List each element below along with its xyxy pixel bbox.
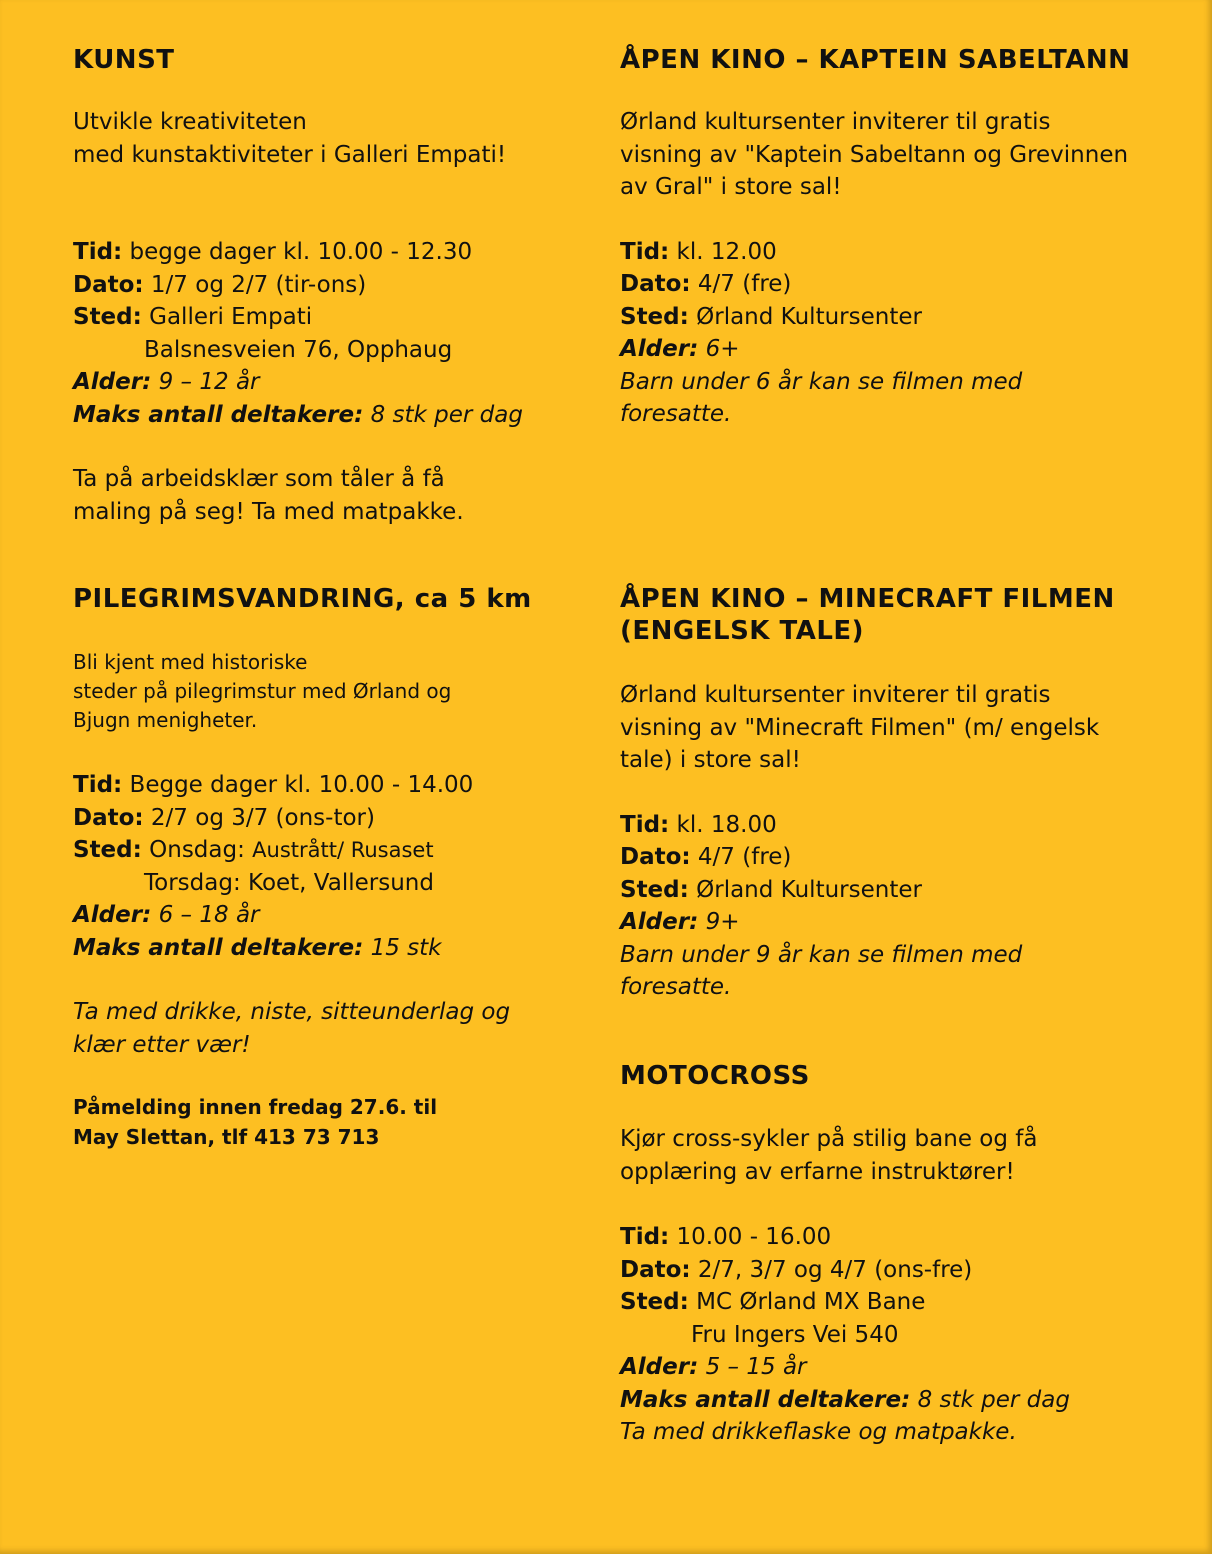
note-text: Ta på arbeidsklær som tåler å få xyxy=(73,466,445,492)
section-kino-minecraft xyxy=(620,583,1180,1004)
note-text: Ta med drikke, niste, sitteunderlag og xyxy=(73,999,511,1025)
time-row: Tid: Begge dager kl. 10.00 - 14.00 xyxy=(73,772,474,798)
intro-text: Utvikle kreativiteten xyxy=(73,109,307,135)
place-row: Sted: Ørland Kultursenter xyxy=(620,876,922,903)
max-participants-row: Maks antall deltakere: 8 stk per dag xyxy=(620,1386,1070,1413)
time-row: Tid: kl. 12.00 xyxy=(620,238,777,265)
intro-text: Bjugn menigheter. xyxy=(73,708,258,732)
section-pilegrimsvandring xyxy=(73,583,553,1152)
age-row: Alder: 5 – 15 år xyxy=(620,1354,807,1380)
note-text: foresatte. xyxy=(620,974,732,1000)
time-row: Tid: 10.00 - 16.00 xyxy=(620,1224,832,1250)
intro-text: Bli kjent med historiske xyxy=(73,650,308,674)
section-title: (ENGELSK TALE) xyxy=(620,616,865,646)
note-text: Ta med drikkeflaske og matpakke. xyxy=(620,1419,1017,1445)
time-row: Tid: kl. 18.00 xyxy=(620,811,777,838)
intro-text: av Gral" i store sal! xyxy=(620,174,842,200)
max-participants-row: Maks antall deltakere: 15 stk xyxy=(73,934,442,961)
place-row: Sted: Galleri Empati xyxy=(73,304,313,330)
age-row: Alder: 6+ xyxy=(620,336,740,362)
note-text: Barn under 9 år kan se filmen med xyxy=(620,941,1023,968)
intro-text: opplæring av erfarne instruktører! xyxy=(620,1158,1015,1185)
age-row: Alder: 6 – 18 år xyxy=(73,902,260,928)
date-row: Dato: 4/7 (fre) xyxy=(620,844,792,870)
age-row: Alder: 9 – 12 år xyxy=(73,369,260,395)
note-text: klær etter vær! xyxy=(73,1031,251,1058)
age-row: Alder: 9+ xyxy=(620,909,740,935)
section-kino-sabeltann xyxy=(620,44,1180,431)
signup-text: May Slettan, tlf 413 73 713 xyxy=(73,1125,380,1149)
intro-text: tale) i store sal! xyxy=(620,747,801,773)
time-row: Tid: begge dager kl. 10.00 - 12.30 xyxy=(73,239,473,265)
section-title: MOTOCROSS xyxy=(620,1061,810,1091)
date-row: Dato: 2/7 og 3/7 (ons-tor) xyxy=(73,804,375,831)
section-title: PILEGRIMSVANDRING, ca 5 km xyxy=(73,584,532,614)
section-title: ÅPEN KINO – MINECRAFT FILMEN xyxy=(620,584,1115,614)
place-row-2: Torsdag: Koet, Vallersund xyxy=(144,869,434,896)
note-text: maling på seg! Ta med matpakke. xyxy=(73,498,464,525)
note-text: foresatte. xyxy=(620,401,732,427)
place-row-2: Balsnesveien 76, Opphaug xyxy=(144,336,453,363)
intro-text: med kunstaktiviteter i Galleri Empati! xyxy=(73,141,507,168)
intro-text: Ørland kultursenter inviterer til gratis xyxy=(620,109,1051,135)
intro-text: Ørland kultursenter inviterer til gratis xyxy=(620,682,1051,708)
place-row-2: Fru Ingers Vei 540 xyxy=(691,1321,899,1348)
max-participants-row: Maks antall deltakere: 8 stk per dag xyxy=(73,401,523,428)
intro-text: visning av "Minecraft Filmen" (m/ engelsk xyxy=(620,714,1100,741)
intro-text: visning av "Kaptein Sabeltann og Grevinnen xyxy=(620,141,1129,168)
section-title: ÅPEN KINO – KAPTEIN SABELTANN xyxy=(620,45,1131,75)
intro-text: Kjør cross-sykler på stilig bane og få xyxy=(620,1126,1038,1152)
note-text: Barn under 6 år kan se filmen med xyxy=(620,368,1023,395)
section-kunst xyxy=(73,44,553,528)
section-motocross xyxy=(620,1060,1180,1449)
date-row: Dato: 1/7 og 2/7 (tir-ons) xyxy=(73,271,367,298)
signup-text: Påmelding innen fredag 27.6. til xyxy=(73,1095,438,1119)
place-row: Sted: Onsdag: Austrått/ Rusaset xyxy=(73,837,434,863)
place-row: Sted: MC Ørland MX Bane xyxy=(620,1289,926,1315)
place-row: Sted: Ørland Kultursenter xyxy=(620,303,922,330)
date-row: Dato: 2/7, 3/7 og 4/7 (ons-fre) xyxy=(620,1256,973,1283)
intro-text: steder på pilegrimstur med Ørland og xyxy=(73,679,452,703)
date-row: Dato: 4/7 (fre) xyxy=(620,271,792,297)
section-title: KUNST xyxy=(73,45,175,75)
